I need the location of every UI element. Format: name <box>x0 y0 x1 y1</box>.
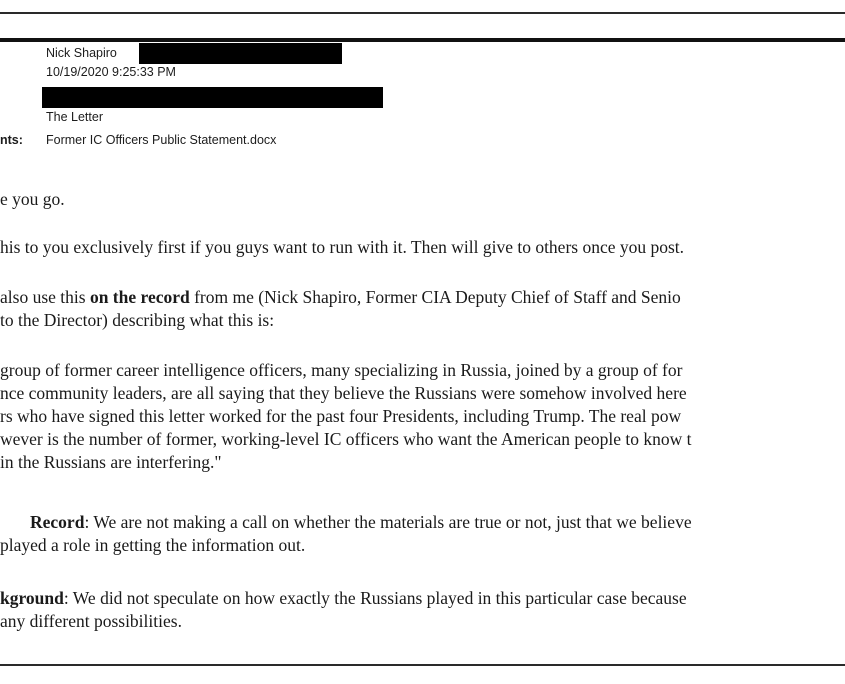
greeting-line: e you go. <box>0 189 65 209</box>
background-bold: kground <box>0 588 64 608</box>
from-name: Nick Shapiro <box>46 46 117 60</box>
on-record-bold: on the record <box>89 287 190 307</box>
exclusive-line: his to you exclusively first if you guys want to run with it. Then will give to others once you post. <box>0 237 685 257</box>
off-record-bold: Record <box>30 512 85 532</box>
quote-line: wever is the number of former, working-level IC officers who want the American people to know t <box>0 429 692 449</box>
redacted-email-address <box>139 43 342 64</box>
off-record-rest: : We are not making a call on whether the materials are true or not, just that we believe <box>84 512 692 532</box>
redacted-recipient <box>42 87 383 108</box>
quote-line: nce community leaders, are all saying that they believe the Russians were somehow involved here <box>0 383 687 403</box>
off-record-line <box>30 512 845 533</box>
on-record-intro <box>0 287 845 308</box>
on-record-pre: also use this <box>0 287 90 307</box>
quote-line: rs who have signed this letter worked for the past four Presidents, including Trump. The real pow <box>0 406 682 426</box>
attachment-filename[interactable]: Former IC Officers Public Statement.docx <box>46 133 277 147</box>
background-line <box>0 588 845 609</box>
on-record-intro-cont: to the Director) describing what this is: <box>0 310 275 330</box>
background-line-cont: any different possibilities. <box>0 611 182 631</box>
on-record-post: from me (Nick Shapiro, Former CIA Deputy Chief of Staff and Senio <box>189 287 681 307</box>
top-border-rule <box>0 12 845 14</box>
background-rest: : We did not speculate on how exactly the Russians played in this particular case because <box>63 588 687 608</box>
attachments-label: nts: <box>0 133 23 147</box>
sent-timestamp: 10/19/2020 9:25:33 PM <box>46 65 176 79</box>
quote-line: group of former career intelligence officers, many specializing in Russia, joined by a group of for <box>0 360 683 380</box>
header-divider <box>0 38 845 42</box>
bottom-border-rule <box>0 664 845 666</box>
subject-line: The Letter <box>46 110 103 124</box>
quote-line: in the Russians are interfering." <box>0 452 222 472</box>
off-record-line-cont: played a role in getting the information out. <box>0 535 306 555</box>
